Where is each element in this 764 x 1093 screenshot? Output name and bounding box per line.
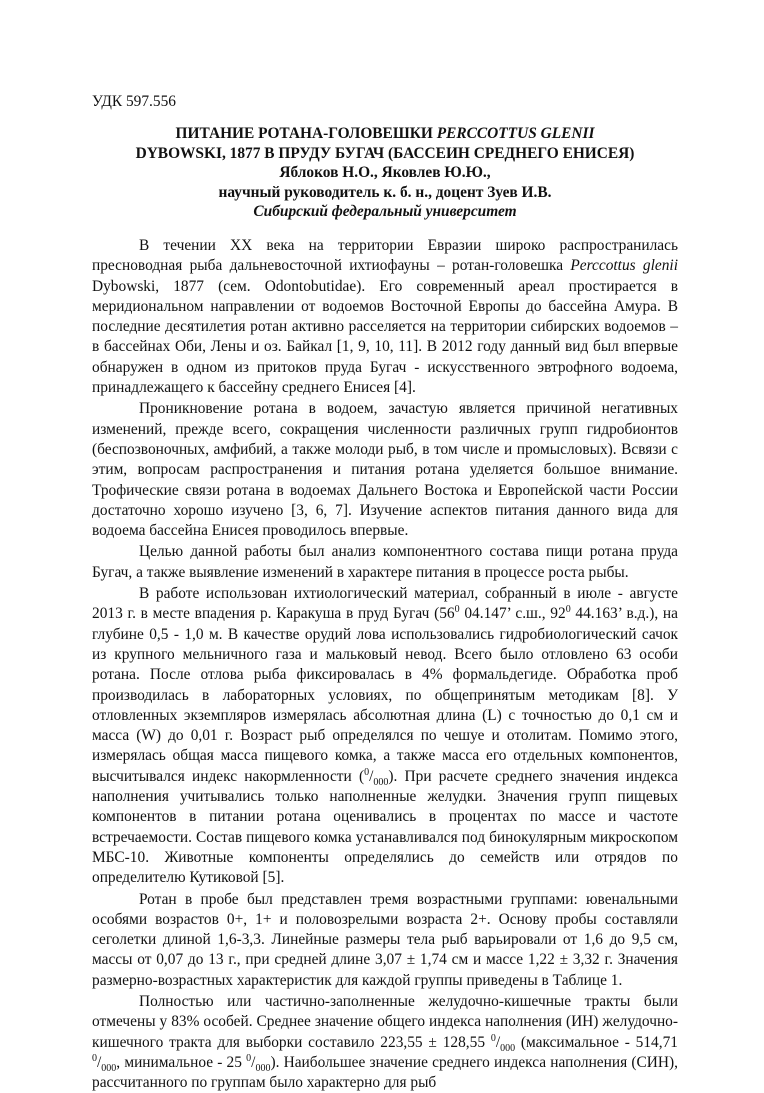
paragraph-4: В работе использован ихтиологический материал, собранный в июле - августе 2013 г. в месте впадения р. Каракуша в пруд Бугач ($56^0$ 04.147’ с.ш., $92^0$ 44.163’ в.д.), на глубине 0,5 - 1,0 м. В качестве орудий лова использовались гидробиологический сачок из крупного мельничного газа и мальковый невод. Всего было отловлено 63 особи ротана. После отлова рыба фиксировалась в 4% формальдегиде. Обработка проб производилась в лабораторных условиях, по общепринятым методикам [8]. У отловленных экземпляров измерялась абсолютная длина (L) с точностью до 0,1 см и масса (W) до 0,01 г. Возраст рыб определялся по чешуе и отолитам. Помимо этого, измерялась общая масса пищевого комка, а также масса его отдельных компонентов, высчитывался индекс накормленности $(^0/_{000})$. При расчете среднего значения индекса наполнения учитывались только наполненные желудки. Значения групп пищевых компонентов в питании ротана оценивались в процентах по массе и частоте встречаемости. Состав пищевого комка устанавливался под бинокулярным микроскопом МБС-10. Животные компоненты определялись до семейств или отрядов по определителю Кутиковой [5]. (92, 585, 678, 887)
title-text: ПИТАНИЕ РОТАНА-ГОЛОВЕШКИ (175, 125, 437, 142)
article-body (92, 236, 678, 1093)
paragraph-6: Полностью или частично-заполненные желудочно-кишечные тракты были отмечены у 83% особей. Среднее значение общего индекса наполнения (ИН) желудочно-кишечного тракта для выборки составило 223,55 ± 128,55 $^0/_{000}$ (максимальное - 514,71 $^0/_{000}$, минимальное - 25 $^0/_{000}$). Наибольшее значение среднего индекса наполнения (СИН), рассчитанного по группам было характерно для рыб (92, 992, 678, 1092)
title-line-1 (92, 124, 678, 144)
paragraph-3: Целью данной работы был анализ компонентного состава пищи ротана пруда Бугач, а также выявление изменений в характере питания в процессе роста рыбы. (92, 543, 678, 581)
per-mille-unit: $^0/_{000}$ (364, 766, 389, 788)
authors: Яблоков Н.О., Яковлев Ю.Ю., (279, 164, 491, 181)
supervisor: научный руководитель к. б. н., доцент Зуев И.В. (218, 183, 552, 201)
species-name: PERCCOTTUS GLENII (436, 125, 595, 142)
title-line-2: DYBOWSKI, 1877 В ПРУДУ БУГАЧ (БАССЕИН СРЕДНЕГО ЕНИСЕЯ) (135, 144, 635, 162)
paragraph-2: Проникновение ротана в водоем, зачастую является причиной негативных изменений, прежде всего, сокращения численности различных групп гидробионтов (беспозвоночных, амфибий, а также молоди рыб, в том числе и промысловых). Всвязи с этим, вопросам распространения и питания ротана уделяется большое внимание. Трофические связи ротана в водоемах Дальнего Востока и Европейской части России достаточно хорошо изучено [3, 6, 7]. Изучение аспектов питания данного вида для водоема бассейна Енисея проводилось впервые. (92, 400, 678, 540)
udc-code: УДК 597.556 (92, 93, 176, 110)
per-mille-unit: $^0/_{000}$ (92, 1052, 117, 1074)
affiliation: Сибирский федеральный университет (253, 203, 517, 220)
species-italic: Perccottus glenii (570, 257, 678, 275)
paragraph-1: В течении XX века на территории Евразии широко распространилась пресноводная рыба дальневосточной ихтиофауны – ротан-головешка Perccottus glenii Dybowski, 1877 (сем. Odontobutidae). Его современный ареал простирается в меридиональном направлении от водоемов Восточной Европы до бассейна Амура. В последние десятилетия ротан активно расселяется на территории сибирских водоемов – в бассейнах Оби, Лены и оз. Байкал [1, 9, 10, 11]. В 2012 году данный вид был впервые обнаружен в одном из притоков пруда Бугач - искусственного эвтрофного водоема, принадлежащего к бассейну среднего Енисея [4]. (92, 237, 678, 397)
per-mille-unit: $^0/_{000}$ (246, 1052, 271, 1074)
article-heading (92, 124, 678, 222)
paragraph-5: Ротан в пробе был представлен тремя возрастными группами: ювенальными особями возрастов 0+, 1+ и половозрелыми возраста 2+. Основу пробы составляли сеголетки длиной 1,6-3,3. Линейные размеры тела рыб варьировали от 1,6 до 9,5 см, массы от 0,07 до 13 г., при средней длине 3,07 ± 1,74 см и массе 1,22 ± 3,32 г. Значения размерно-возрастных характеристик для каждой группы приведены в Таблице 1. (92, 890, 678, 989)
per-mille-unit: $^0/_{000}$ (490, 1032, 516, 1054)
